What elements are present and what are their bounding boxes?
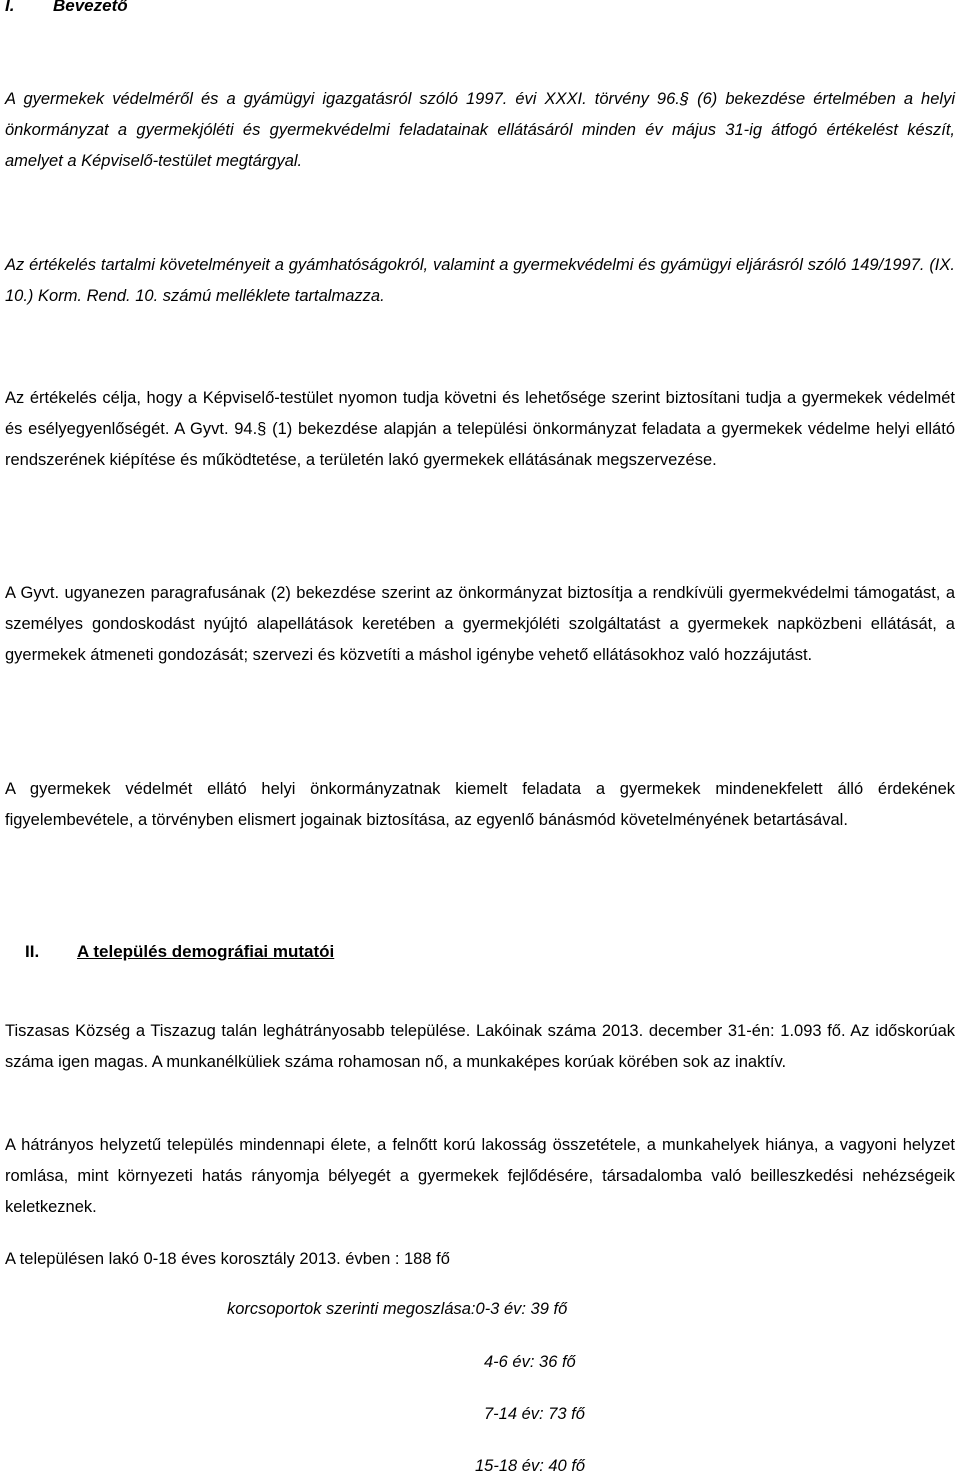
age-group-row: 15-18 év: 40 fő xyxy=(475,1457,586,1475)
paragraph-evaluation-goal: Az értékelés célja, hogy a Képviselő-testület nyomon tudja követni és lehetősége szerint biztosítani tudja a gyermekek védelmét és esélyegyenlőségét. A Gyvt. 94.§ (1) bekezdése alapján a települési önkormányzat feladata a gyermekek védelme helyi ellátó rendszerének kiépítése és működtetése, a területén lakó gyermekek ellátásának megszervezése. xyxy=(5,389,955,469)
section-heading-1 xyxy=(5,0,128,16)
age-group-row: 7-14 év: 73 fő xyxy=(484,1405,585,1423)
age-group-row: 4-6 év: 36 fő xyxy=(484,1353,576,1371)
paragraph-child-protection: A gyermekek védelmét ellátó helyi önkormányzatnak kiemelt feladata a gyermekek mindenekfelett álló érdekének figyelembevétele, a törvényben elismert jogainak biztosítása, az egyenlő bánásmód követelményének betartásával. xyxy=(5,780,955,829)
section-number: I. xyxy=(5,0,15,15)
age-groups-intro: korcsoportok szerinti megoszlása:0-3 év: 39 fő xyxy=(227,1300,568,1318)
paragraph-disadvantaged: A hátrányos helyzetű település mindennapi élete, a felnőtt korú lakosság összetétele, a munkahelyek hiánya, a vagyoni helyzet romlása, mint környezeti hatás rányomja bélyegét a gyermekek fejlődésére, társadalomba való beilleszkedési nehézségeik keletkeznek. xyxy=(5,1136,955,1216)
paragraph-youth-count: A településen lakó 0-18 éves korosztály 2013. évben : 188 fő xyxy=(5,1250,450,1268)
paragraph-population: Tiszasas Község a Tiszazug talán leghátrányosabb települése. Lakóinak száma 2013. december 31-én: 1.093 fő. Az időskorúak száma igen magas. A munkanélküliek száma rohamosan nő, a munkaképes korúak körében sok az inaktív. xyxy=(5,1022,955,1071)
document-page xyxy=(5,0,955,1480)
section-title: Bevezető xyxy=(53,0,128,15)
section-title: A település demográfiai mutatói xyxy=(77,942,335,961)
section-heading-2 xyxy=(25,942,334,962)
paragraph-gyvt-duties: A Gyvt. ugyanezen paragrafusának (2) bekezdése szerint az önkormányzat biztosítja a rendkívüli gyermekvédelmi támogatást, a személyes gondoskodást nyújtó alapellátások keretében a gyermekjóléti szolgáltatást a gyermekek napközbeni ellátását, a gyermekek átmeneti gondozását; szervezi és közvetíti a máshol igénybe vehető ellátásokhoz való hozzájutást. xyxy=(5,584,955,664)
section-number: II. xyxy=(25,942,40,961)
paragraph-evaluation-requirements: Az értékelés tartalmi követelményeit a gyámhatóságokról, valamint a gyermekvédelmi és gyámügyi eljárásról szóló 149/1997. (IX. 10.) Korm. Rend. 10. számú melléklete tartalmazza. xyxy=(5,256,955,305)
paragraph-intro-law: A gyermekek védelméről és a gyámügyi igazgatásról szóló 1997. évi XXXI. törvény 96.§ (6) bekezdése értelmében a helyi önkormányzat a gyermekjóléti és gyermekvédelmi feladatainak ellátásáról minden év május 31-ig átfogó értékelést készít, amelyet a Képviselő-testület megtárgyal. xyxy=(5,90,955,170)
